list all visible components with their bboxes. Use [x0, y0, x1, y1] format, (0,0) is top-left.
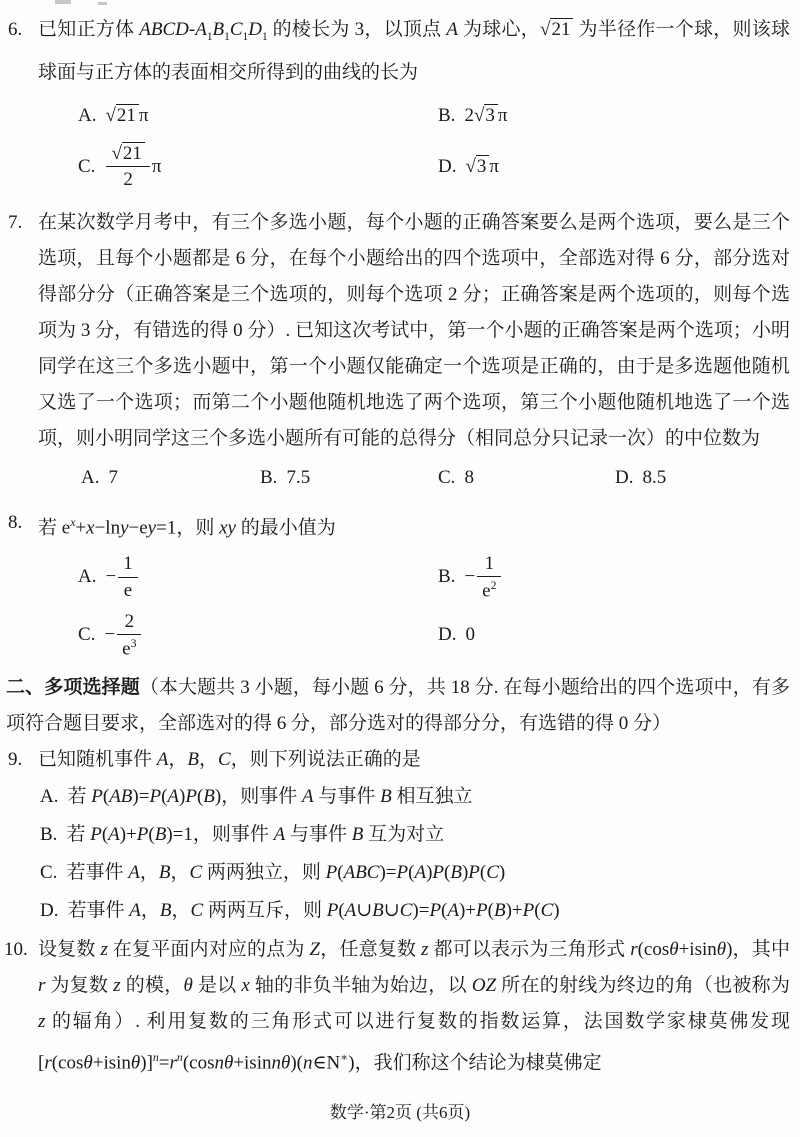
option-7c-label: C.: [438, 466, 456, 488]
question-7-options-row: [38, 459, 790, 497]
question-7: [0, 205, 790, 497]
question-10-number: 10.: [4, 939, 28, 961]
option-9a-label: A.: [40, 786, 59, 808]
question-8-stem: 若 $e^x+x-\ln y-ey=1$，则 xy 的最小值为: [38, 515, 336, 539]
question-10-stem: 设复数 z 在复平面内对应的点为 Z，任意复数 z 都可以表示为三角形式 r(cosθ+isinθ)，其中 r 为复数 z 的模，θ 是以 x 轴的非负半轴为始边，以 OZ 所在的射线为终边的角（也被称为 z 的辐角）. 利用复数的三角形式可以进行复数的指数运算，法国数学家棣莫佛发现$[r(\cos\theta+isin\theta)]^n=r^n(\cos n\theta+isinn\theta)(n\in N^∗)$，我们称这个结论为棣莫佛定: [38, 939, 790, 1074]
option-8b-value: − $\frac{1}{e^2}$: [464, 553, 503, 602]
question-7-stem: 在某次数学月考中，有三个多选小题，每个小题的正确答案要么是两个选项，要么是三个选项，且每个小题都是 6 分，在每个小题给出的四个选项中，全部选对得 6 分，部分选对得部分分（正确答案是三个选项的，则每个选项 2 分；正确答案是两个选项的，则每个选项为 3 分，有错选的得 0 分）. 已知这次考试中，第一个小题的正确答案是两个选项；小明同学在这三个多选小题中，第一个小题仅能确定一个选项是正确的，由于是多选题他随机又选了一个选项；而第二个小题他随机地选了两个选项，第三个小题他随机地选了一个选项，则小明同学这三个多选小题所有可能的总得分（相同总分只记录一次）的中位数为: [38, 211, 790, 449]
option-6c-value: $\frac{√21}{2}$ π: [104, 143, 161, 191]
option-7a: [81, 467, 260, 489]
option-9a-text: 若 P(AB)=P(A)P(B)，则事件 A 与事件 B 相互独立: [67, 786, 473, 808]
section-2-title: 二、多项选择题: [6, 677, 140, 699]
question-6-options-row-2: [38, 139, 790, 195]
option-6b: [438, 105, 790, 127]
option-8c: [78, 611, 438, 660]
option-6b-label: B.: [438, 104, 456, 126]
option-7d-value: 8.5: [642, 466, 667, 488]
option-7d: [615, 467, 790, 489]
option-9b: [0, 816, 790, 854]
question-8: [0, 505, 790, 662]
option-6d: [438, 156, 790, 178]
option-9b-label: B.: [40, 824, 58, 846]
option-9c: [0, 854, 790, 892]
option-6b-value: 2 √3 π: [464, 104, 508, 126]
question-9-number: 9.: [8, 749, 23, 771]
option-9c-text: 若事件 A，B，C 两两独立，则 P(ABC)=P(A)P(B)P(C): [66, 862, 506, 884]
option-8a-value: − $\frac{1}{e}$: [105, 553, 139, 601]
option-8d-value: 0: [465, 624, 475, 646]
question-8-options-row-1: [38, 548, 790, 606]
question-6: [0, 12, 790, 195]
option-6c-label: C.: [78, 155, 96, 177]
option-9d-text: 若事件 A，B，C 两两互斥，则 P(A∪B∪C)=P(A)+P(B)+P(C): [67, 900, 560, 922]
option-6c: [78, 143, 438, 191]
option-8a-label: A.: [78, 566, 97, 588]
option-8c-label: C.: [78, 624, 96, 646]
option-9b-text: 若 P(A)+P(B)=1，则事件 A 与事件 B 互为对立: [66, 824, 445, 846]
question-6-number: 6.: [8, 19, 23, 40]
option-8a: [78, 553, 438, 601]
section-2-header: [0, 670, 790, 742]
option-7c-value: 8: [464, 466, 474, 488]
option-7b-label: B.: [260, 466, 278, 488]
option-6d-label: D.: [438, 155, 457, 177]
option-8b-label: B.: [438, 566, 456, 588]
question-9-stem: 已知随机事件 A，B，C，则下列说法正确的是: [38, 749, 421, 771]
option-8d-label: D.: [438, 624, 457, 646]
option-8d: [438, 624, 790, 646]
question-6-options-row-1: [38, 97, 790, 135]
option-9d-label: D.: [40, 900, 59, 922]
section-2-description: （本大题共 3 小题，每小题 6 分，共 18 分. 在每小题给出的四个选项中，有多项符合题目要求，全部选对的得 6 分，部分选对的得部分分，有选错的得 0 分）: [6, 677, 790, 735]
option-7a-value: 7: [108, 466, 118, 488]
option-6d-value: √3 π: [465, 155, 500, 177]
option-7c: [438, 467, 615, 489]
option-7d-label: D.: [615, 466, 634, 488]
question-8-options-row-2: [38, 608, 790, 662]
page-footer: 数学·第2页 (共6页): [329, 1103, 471, 1122]
question-8-number: 8.: [8, 511, 23, 533]
question-10: [0, 932, 790, 1081]
option-7b-value: 7.5: [286, 466, 311, 488]
option-7b: [260, 467, 438, 489]
scan-artifact: [55, 0, 71, 4]
option-8b: [438, 553, 790, 602]
question-6-stem: 已知正方体 ABCD-$A_1B_1C_1D_1$ 的棱长为 3，以顶点 A 为球心，√21 为半径作一个球，则该球球面与正方体的表面相交所得到的曲线的长为: [38, 19, 790, 83]
option-9a: [0, 778, 790, 816]
question-9: [0, 742, 790, 778]
option-6a-value: √21 π: [105, 104, 149, 126]
scan-artifact: [98, 2, 107, 5]
option-6a: [78, 105, 438, 127]
question-7-number: 7.: [8, 211, 23, 233]
option-9c-label: C.: [40, 862, 58, 884]
option-7a-label: A.: [81, 466, 100, 488]
option-8c-value: − $\frac{2}{e^3}$: [104, 611, 143, 660]
option-6a-label: A.: [78, 104, 97, 126]
option-9d: [0, 892, 790, 930]
